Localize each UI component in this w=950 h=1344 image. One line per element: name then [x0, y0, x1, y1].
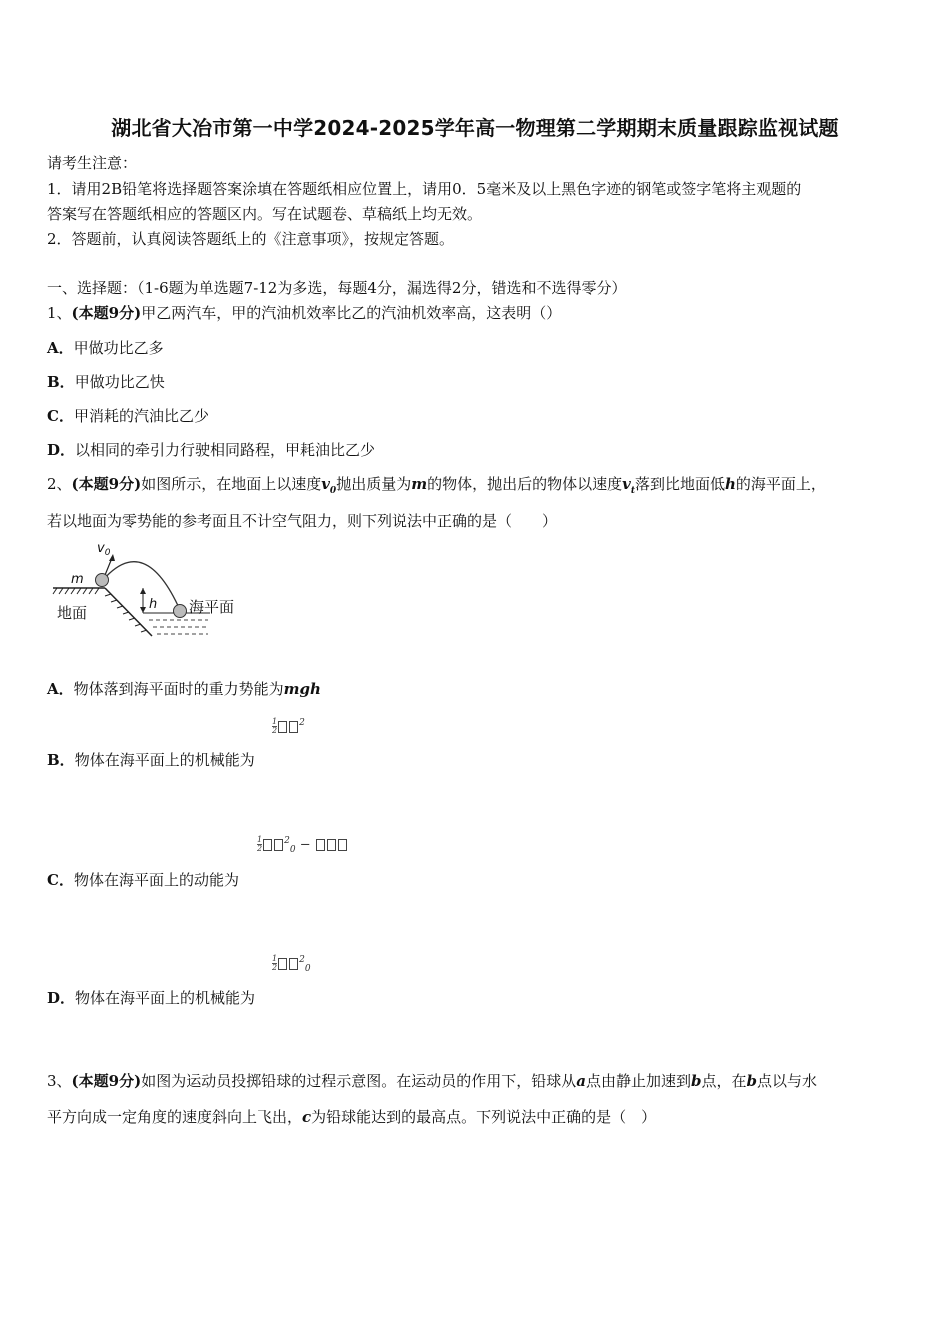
symbol-a: a: [576, 1072, 586, 1090]
q2-text-part: 抛出质量为: [336, 475, 412, 493]
fraction-numerator: 1: [272, 954, 278, 964]
q3-text-part: 点由静止加速到: [585, 1072, 691, 1090]
q3-number: 3、: [47, 1072, 72, 1090]
formula-c: [257, 836, 348, 855]
fraction-denominator: 2: [257, 844, 263, 854]
option-text: 物体在海平面上的动能为: [73, 871, 239, 889]
q2-option-a: [47, 678, 321, 699]
symbol-placeholder: [289, 958, 298, 970]
symbol-placeholder: [278, 958, 287, 970]
symbol-placeholder: [263, 839, 272, 851]
option-key: A．: [47, 339, 74, 357]
section-heading: 一、选择题：（1-6题为单选题7-12为多选，每题4分，漏选得2分，错选和不选得零分）: [47, 279, 627, 297]
notice-line-1b: 答案写在答题纸相应的答题区内。写在试题卷、草稿纸上均无效。: [47, 205, 483, 223]
formula-b: [272, 718, 305, 735]
label-v0: $v_0$: [97, 541, 111, 558]
q1-option-b: [47, 371, 165, 392]
fraction-denominator: 2: [272, 963, 278, 973]
q2-text-part: 的海平面上，: [735, 475, 826, 493]
q1-option-a: [47, 337, 164, 358]
q1-score: (本题9分): [71, 304, 142, 322]
q2-number: 2、: [47, 475, 72, 493]
page-title: 湖北省大冶市第一中学2024-2025学年高一物理第二学期期末质量跟踪监视试题: [111, 116, 839, 140]
option-text: 物体在海平面上的机械能为: [74, 751, 255, 769]
projectile-figure: [45, 538, 255, 648]
ball-end: [174, 605, 187, 618]
q2-text-part: 的物体，抛出后的物体以速度: [427, 475, 623, 493]
water-dashes: [149, 620, 208, 634]
symbol-placeholder: [338, 839, 347, 851]
option-text: 以相同的牵引力行驶相同路程，甲耗油比乙少: [75, 441, 376, 459]
symbol-c: c: [302, 1108, 312, 1126]
option-key: C．: [47, 407, 74, 425]
q1-number: 1、: [47, 304, 72, 322]
arrow-head-up: [140, 588, 146, 594]
notice-line-1a: 1．请用2B铅笔将选择题答案涂填在答题纸相应位置上，请用0．5毫米及以上黑色字迹的钢笔或签字笔将主观题的: [47, 180, 802, 198]
symbol-v: v: [321, 475, 330, 493]
fraction-denominator: 2: [272, 726, 278, 736]
option-key: D．: [47, 989, 76, 1007]
minus-sign: −: [299, 837, 311, 853]
arrow-head-down: [140, 607, 146, 613]
symbol-placeholder: [278, 721, 287, 733]
cliff-hatching: [105, 594, 147, 632]
label-h: h: [149, 597, 158, 612]
q2-option-b: [47, 749, 255, 770]
option-key: C．: [47, 871, 74, 889]
fraction-numerator: 1: [272, 717, 278, 727]
q2-score: (本题9分): [71, 475, 142, 493]
q2-text-part: 落到比地面低: [634, 475, 725, 493]
notice-heading: 请考生注意：: [47, 154, 138, 172]
formula-d: [272, 955, 311, 974]
subscript: 0: [304, 963, 311, 974]
label-m: m: [71, 572, 84, 587]
question-3-stem: [47, 1070, 817, 1091]
superscript: 2: [284, 836, 290, 846]
superscript: 2: [299, 955, 305, 965]
q1-option-d: [47, 439, 375, 460]
symbol-placeholder: [316, 839, 325, 851]
question-2-stem: [47, 473, 826, 496]
fraction: [257, 836, 262, 853]
trajectory-curve: [103, 562, 180, 610]
ground-hatching: [53, 588, 99, 594]
option-text: 甲做功比乙快: [74, 373, 165, 391]
symbol-v: v: [622, 475, 631, 493]
subscript: 0: [329, 486, 337, 496]
q3-text-part: 为铅球能达到的最高点。下列说法中正确的是（ ）: [311, 1108, 657, 1126]
question-3-stem-line-2: [47, 1106, 656, 1127]
option-key: B．: [47, 751, 75, 769]
option-key: D．: [47, 441, 76, 459]
question-1-stem: [47, 302, 561, 323]
symbol-v0: [321, 475, 337, 496]
option-key: A．: [47, 680, 74, 698]
q2-option-c: [47, 869, 239, 890]
option-text: 甲消耗的汽油比乙少: [73, 407, 209, 425]
fraction-numerator: 1: [257, 835, 263, 845]
q3-text-part: 如图为运动员投掷铅球的过程示意图。在运动员的作用下，铅球从: [141, 1072, 577, 1090]
q3-text-part: 点以与水: [756, 1072, 817, 1090]
q1-text: 甲乙两汽车，甲的汽油机效率比乙的汽油机效率高，这表明（）: [141, 304, 562, 322]
option-key: B．: [47, 373, 75, 391]
q3-text-part: 点，在: [701, 1072, 747, 1090]
label-sea: 海平面: [189, 598, 235, 616]
fraction: [272, 955, 277, 972]
q3-score: (本题9分): [71, 1072, 142, 1090]
symbol-m: m: [411, 475, 428, 493]
symbol-b: b: [690, 1072, 702, 1090]
q2-text-part: 如图所示，在地面上以速度: [141, 475, 322, 493]
symbol-placeholder: [327, 839, 336, 851]
subscript: 0: [289, 844, 296, 855]
subscript: t: [630, 486, 635, 496]
formula-mgh: mgh: [283, 680, 321, 698]
symbol-placeholder: [289, 721, 298, 733]
ball-start: [96, 574, 109, 587]
option-text: 甲做功比乙多: [73, 339, 164, 357]
label-ground: 地面: [57, 604, 88, 622]
symbol-h: h: [725, 475, 736, 493]
symbol-vt: [622, 475, 635, 496]
symbol-b: b: [746, 1072, 757, 1090]
notice-line-2: 2．答题前，认真阅读答题纸上的《注意事项》，按规定答题。: [47, 230, 455, 248]
q3-text-part: 平方向成一定角度的速度斜向上飞出，: [47, 1108, 303, 1126]
option-text: 物体落到海平面时的重力势能为: [73, 680, 284, 698]
q2-option-d: [47, 987, 255, 1008]
symbol-placeholder: [274, 839, 283, 851]
option-text: 物体在海平面上的机械能为: [75, 989, 256, 1007]
fraction: [272, 718, 277, 735]
superscript: 2: [299, 718, 305, 728]
q1-option-c: [47, 405, 209, 426]
question-2-stem-line-2: 若以地面为零势能的参考面且不计空气阻力，则下列说法中正确的是（ ）: [47, 512, 558, 530]
